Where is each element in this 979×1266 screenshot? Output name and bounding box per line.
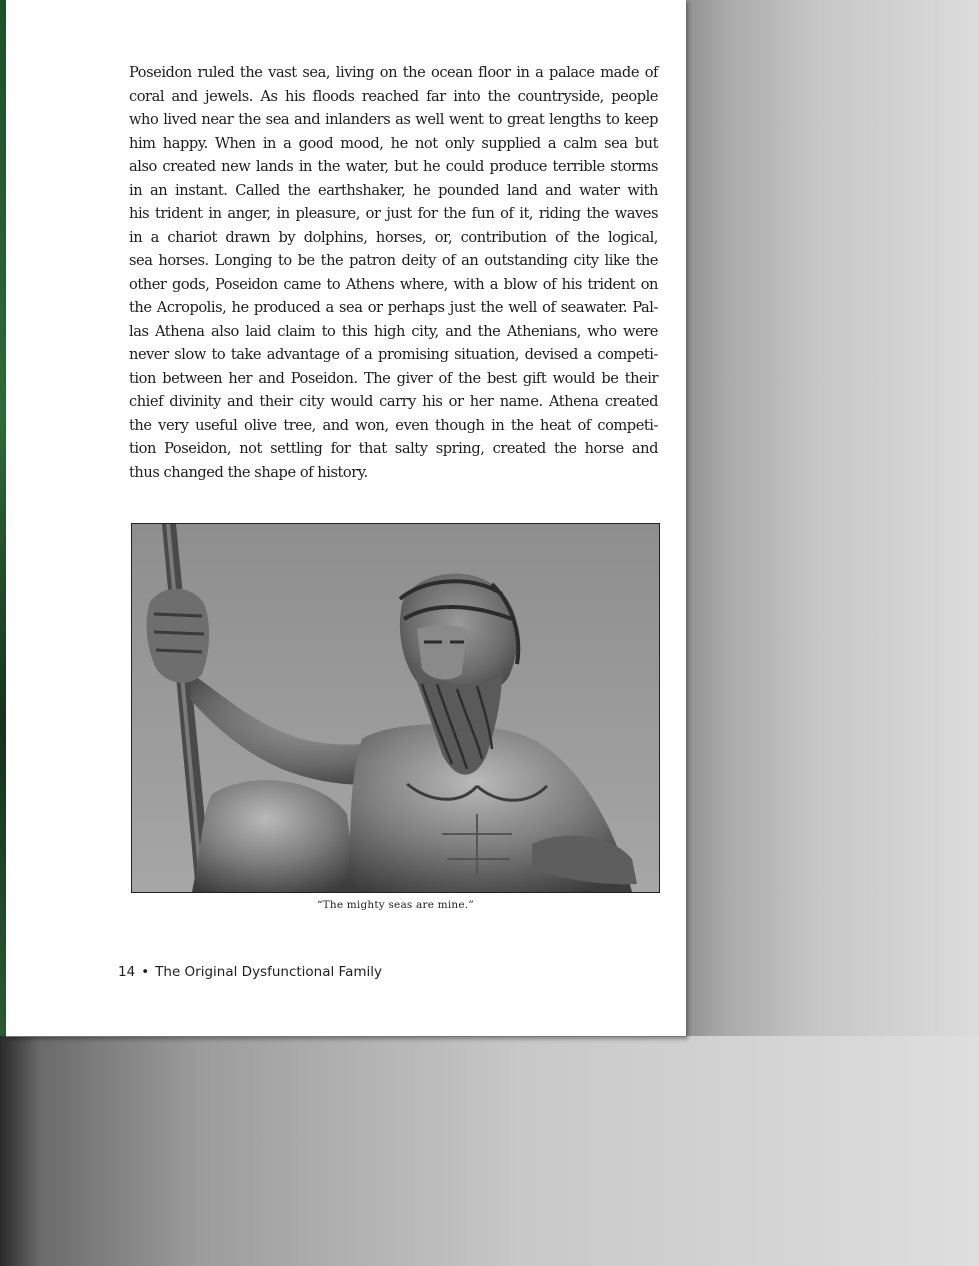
book-page [6, 0, 686, 1037]
text-line: in an instant. Called the earthshaker, he pounded land and water with [129, 181, 658, 199]
text-line: also created new lands in the water, but he could produce terrible storms [129, 158, 658, 175]
text-line: sea horses. Longing to be the patron deity of an outstanding city like the [129, 252, 658, 269]
book-title: The Original Dysfunctional Family [155, 964, 382, 980]
text-line: las Athena also laid claim to this high city, and the Athenians, who were [129, 322, 658, 340]
text-line: in a chariot drawn by dolphins, horses, or, contribution of the logical, [129, 228, 658, 246]
text-line: coral and jewels. As his floods reached far into the countryside, people [129, 87, 658, 105]
text-line: tion Poseidon, not settling for that salty spring, created the horse and [129, 440, 658, 457]
text-line: him happy. When in a good mood, he not only supplied a calm sea but [129, 134, 658, 152]
text-line: tion between her and Poseidon. The giver of the best gift would be their [129, 369, 658, 387]
page-footer [118, 964, 382, 980]
text-line: the very useful olive tree, and won, even though in the heat of competi- [129, 416, 658, 434]
text-line: Poseidon ruled the vast sea, living on the ocean floor in a palace made of [129, 64, 658, 81]
body-paragraph [129, 61, 658, 484]
figure-caption: “The mighty seas are mine.” [317, 899, 474, 911]
statue-illustration [132, 524, 659, 892]
text-line: the Acropolis, he produced a sea or perhaps just the well of seawater. Pal- [129, 299, 658, 316]
text-line: other gods, Poseidon came to Athens where, with a blow of his trident on [129, 275, 658, 293]
page-number: 14 [118, 964, 136, 980]
scanner-shadow-bottom [0, 1036, 979, 1266]
poseidon-statue-photo [131, 523, 660, 893]
footer-separator: • [141, 964, 150, 980]
text-line: chief divinity and their city would carry his or her name. Athena created [129, 393, 658, 410]
text-line: his trident in anger, in pleasure, or just for the fun of it, riding the waves [129, 205, 658, 222]
text-line: never slow to take advantage of a promising situation, devised a competi- [129, 346, 658, 363]
statue-face [417, 625, 467, 679]
text-line: thus changed the shape of history. [129, 463, 368, 481]
scanner-shadow-right [684, 0, 979, 1040]
text-line: who lived near the sea and inlanders as well went to great lengths to keep [129, 111, 658, 128]
